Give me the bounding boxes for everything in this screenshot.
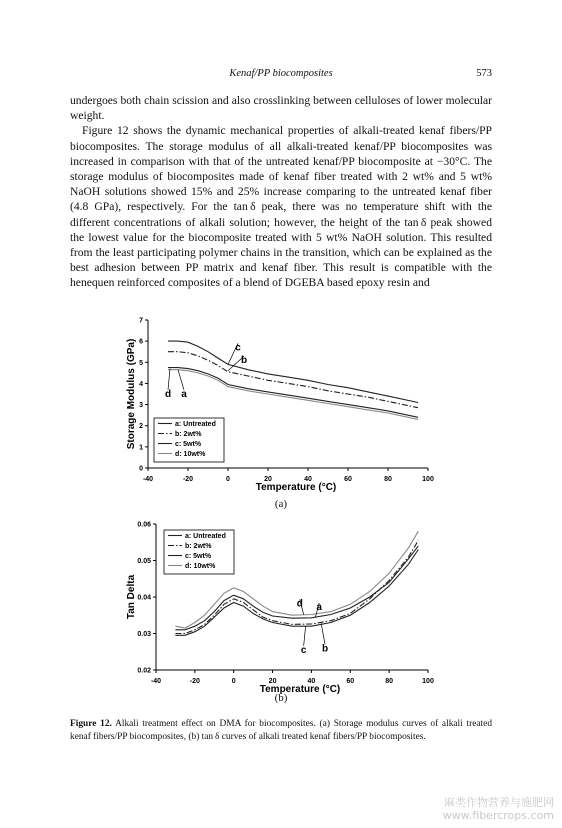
legend-label: d: 10wt% (185, 563, 216, 570)
legend-label: d: 10wt% (175, 451, 206, 458)
panel-b-label: (b) (274, 692, 288, 704)
y-tick-label: 0.06 (137, 521, 151, 529)
legend-label: c: 5wt% (175, 441, 202, 448)
x-tick-label: 20 (264, 476, 272, 483)
x-tick-label: -40 (150, 678, 162, 685)
y-tick-label: 4 (139, 380, 143, 388)
y-tick-label: 5 (139, 359, 143, 367)
y-axis-label: Storage Modulus (GPa) (126, 338, 137, 450)
figure-caption-label: Figure 12. (70, 719, 112, 729)
watermark-line-1: 麻类作物营养与施肥网 (444, 796, 554, 809)
annotation-leader (304, 626, 306, 646)
y-tick-label: 0.03 (137, 631, 151, 638)
legend-label: c: 5wt% (185, 553, 212, 560)
legend-label: a: Untreated (185, 533, 226, 540)
x-tick-label: 100 (422, 476, 434, 483)
y-tick-label: 0.04 (137, 594, 151, 602)
x-tick-label: 0 (226, 476, 230, 483)
annotation-label: d (296, 598, 303, 610)
x-tick-label: 40 (307, 678, 316, 685)
annotation-leader (168, 369, 170, 390)
running-title: Kenaf/PP biocomposites (229, 68, 333, 79)
y-tick-label: 0.02 (137, 667, 151, 675)
annotation-label: a (316, 602, 322, 614)
annotation-label: a (181, 388, 187, 400)
x-tick-label: 40 (304, 476, 312, 483)
legend-label: b: 2wt% (185, 543, 212, 550)
annotation-label: b (240, 355, 248, 367)
x-tick-label: -40 (142, 476, 154, 483)
watermark-line-2: www.fibercrops.com (442, 809, 554, 822)
paragraph-1: undergoes both chain scission and also crosslinking between celluloses of lower molecular weight. (70, 94, 492, 123)
paragraph-2: Figure 12 shows the dynamic mechanical properties of alkali-treated kenaf fibers/PP biocomposites. The storage modulus of all alkali-treated kenaf/PP biocomposites was increased in comparison with that of the untreated kenaf/PP biocomposite at −30°C. The storage modulus of biocomposites made of kenaf fiber treated with 2 wt% and 5 wt% NaOH solutions showed 15% and 25% increase comparing to the untreated kenaf fiber (4.8 GPa), respectively. For the tan δ peak, there was no temperature shift with the different concentrations of alkali solution; however, the height of the tan δ peak showed the lowest value for the biocomposite treated with 5 wt% NaOH solution. This resulted from the least participating polymer chains in the transition, which can be explained as the best adhesion between PP matrix and kenaf fiber. This result is compatible with the henequen reinforced composites of a blend of DGEBA based epoxy resin and (70, 124, 492, 290)
watermark (443, 796, 554, 822)
figure-caption-text: Alkali treatment effect on DMA for biocomposites. (a) Storage modulus curves of alkali treated kenaf fibers/PP biocomposites, (b) tan δ curves of alkali treated kenaf fibers/PP biocomposites. (70, 719, 493, 742)
series-line (168, 352, 418, 408)
x-axis-label: Temperature (°C) (259, 684, 341, 695)
x-tick-label: 60 (346, 678, 355, 685)
legend-label: b: 2wt% (175, 431, 202, 438)
y-tick-label: 3 (139, 402, 143, 410)
page-number: 573 (476, 68, 492, 79)
tan-delta-chart (0, 514, 562, 704)
x-axis-label: Temperature (°C) (255, 482, 337, 493)
x-tick-label: 80 (384, 476, 392, 483)
panel-a-label: (a) (274, 498, 288, 510)
y-tick-label: 1 (139, 444, 143, 452)
y-tick-label: 2 (139, 423, 143, 431)
y-tick-label: 0.05 (137, 558, 151, 565)
annotation-leader (178, 370, 184, 390)
annotation-label: d (164, 388, 172, 400)
y-tick-label: 7 (139, 317, 143, 325)
x-tick-label: 0 (231, 678, 236, 685)
annotation-label: b (321, 643, 329, 655)
x-tick-label: -20 (182, 476, 194, 483)
running-header (70, 68, 492, 82)
storage-modulus-chart (0, 312, 562, 512)
figure-caption (70, 718, 492, 744)
legend-label: a: Untreated (175, 421, 216, 428)
x-tick-label: 60 (344, 476, 352, 483)
x-tick-label: -20 (189, 678, 200, 685)
x-tick-label: 100 (422, 678, 434, 685)
annotation-leader (321, 623, 325, 644)
series-line (168, 341, 418, 402)
y-tick-label: 6 (139, 338, 143, 346)
annotation-label: c (235, 342, 241, 354)
x-tick-label: 80 (385, 678, 394, 685)
y-axis-label: Tan Delta (126, 574, 137, 620)
x-tick-label: 20 (268, 678, 277, 685)
y-tick-label: 0 (139, 465, 143, 473)
annotation-label: c (300, 644, 307, 656)
body-text (70, 93, 492, 291)
